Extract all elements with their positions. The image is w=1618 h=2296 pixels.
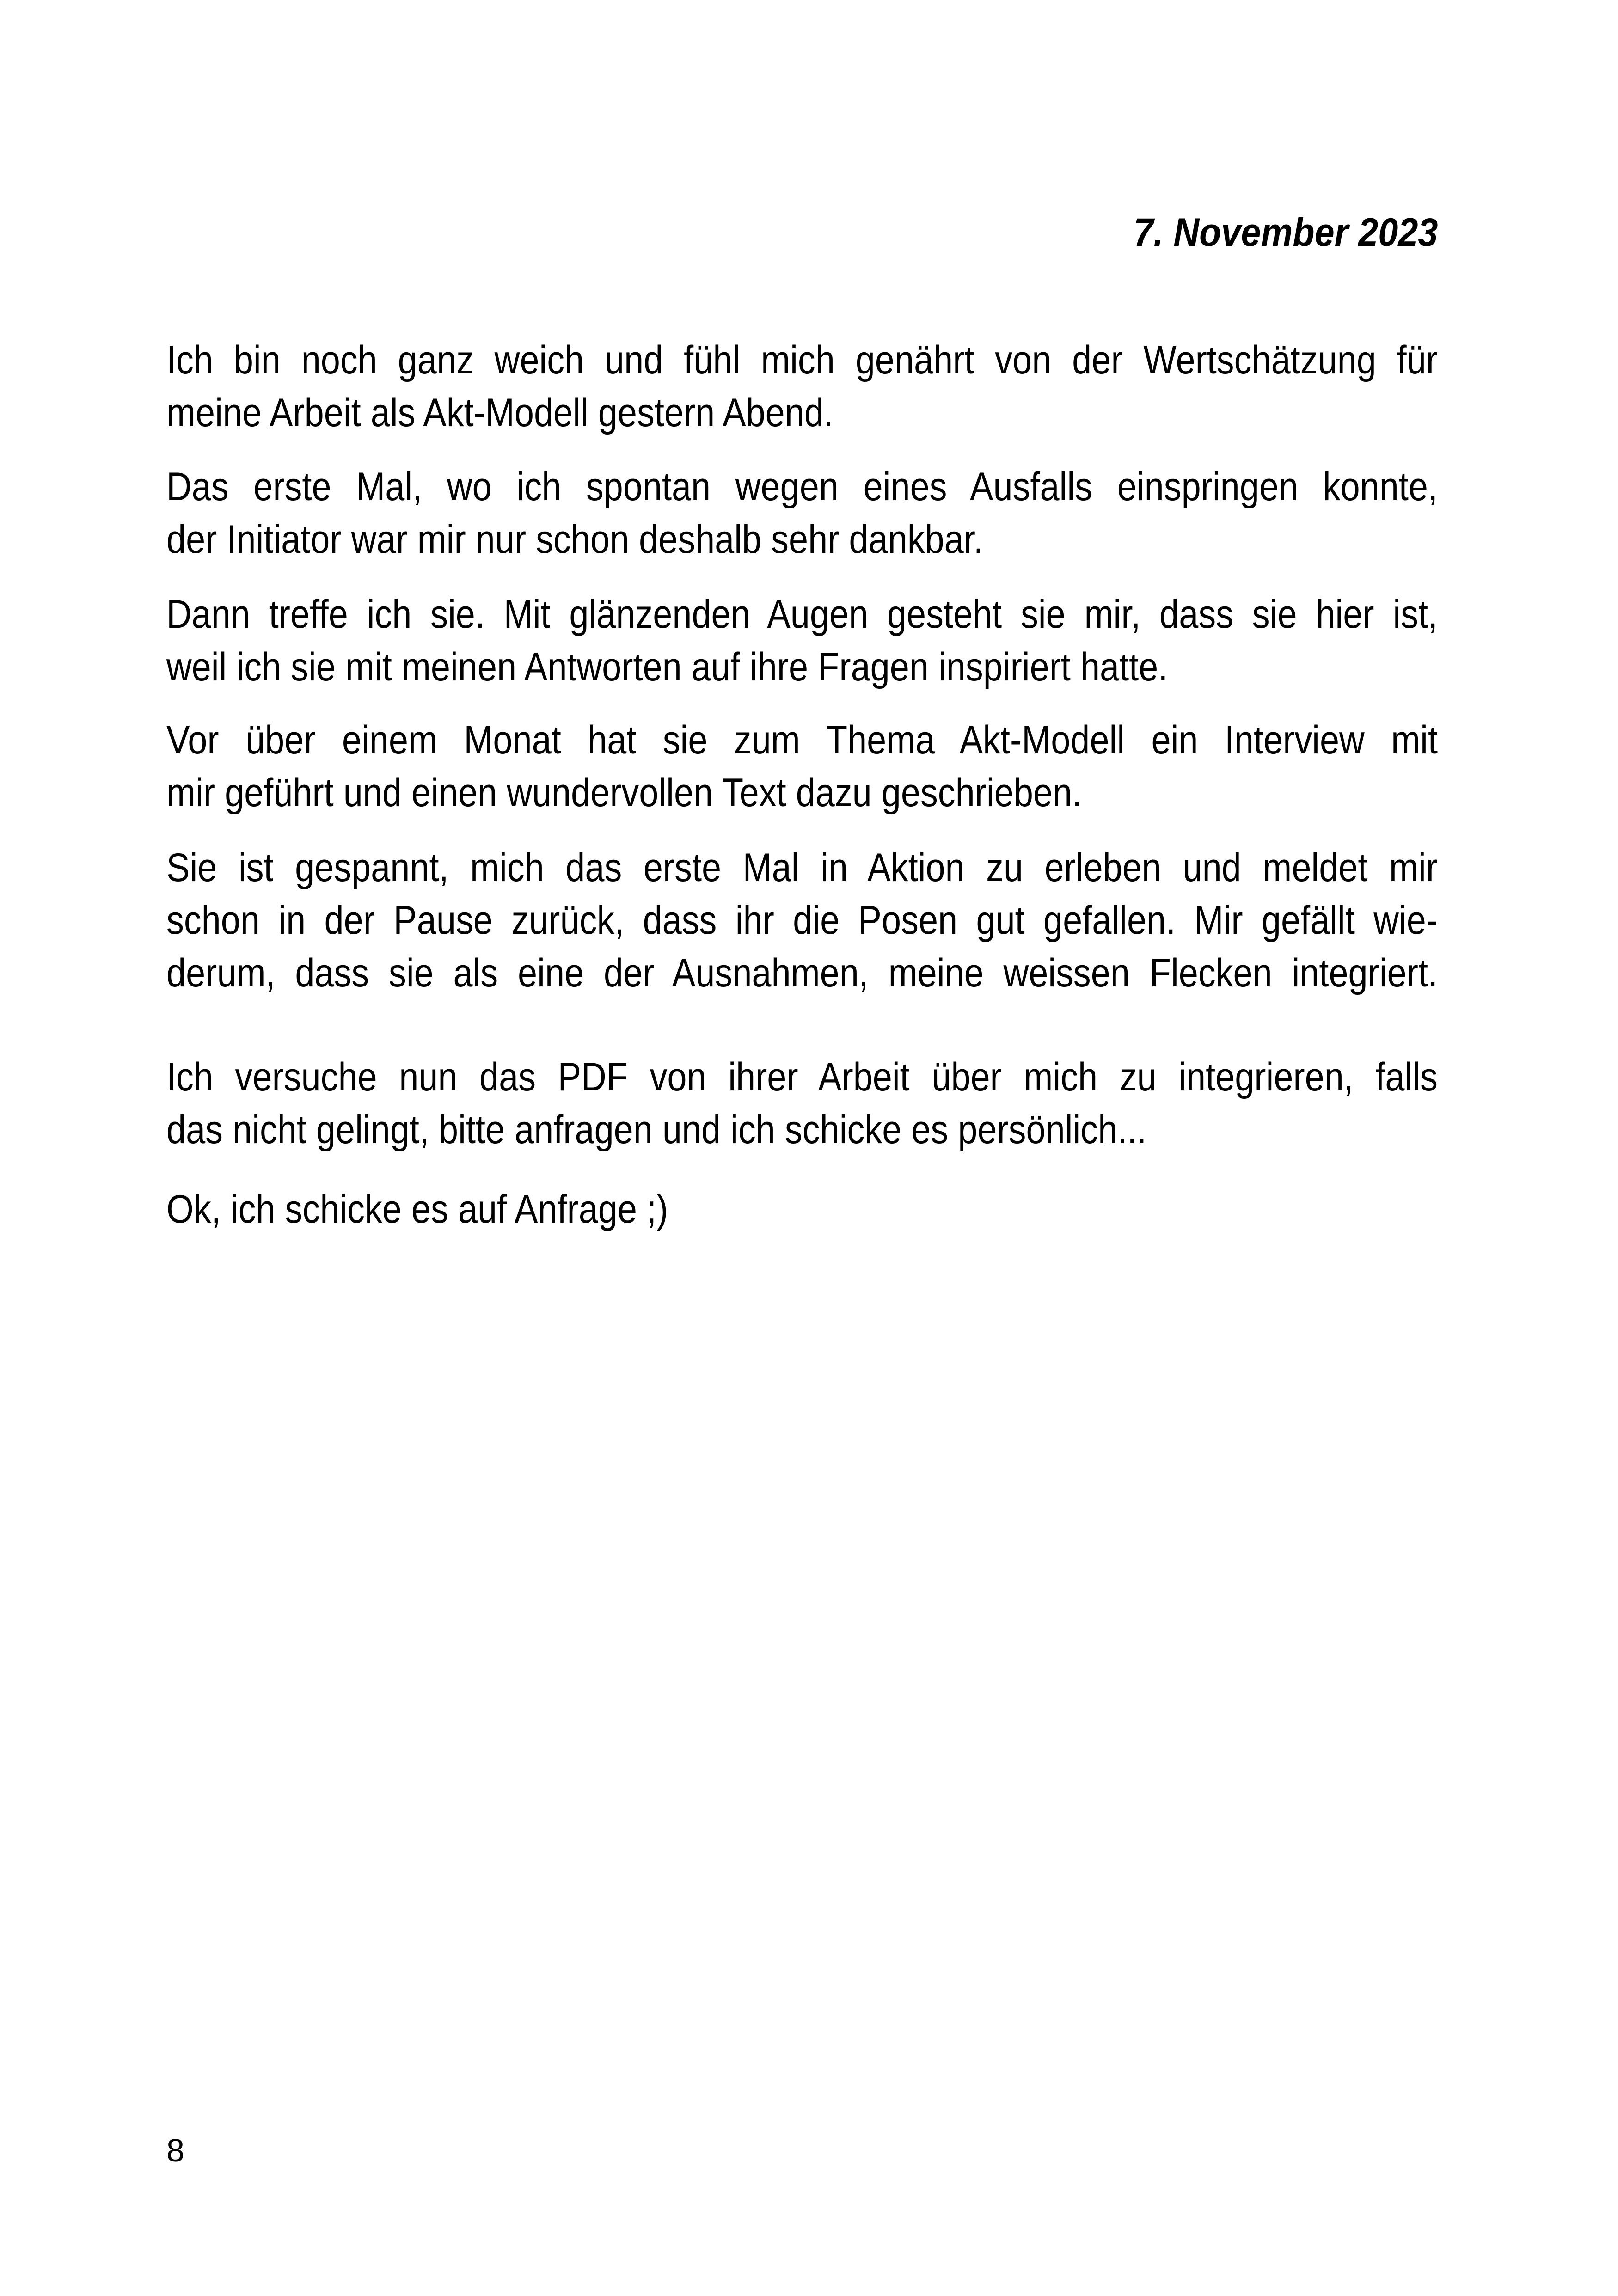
text-line: derum, dass sie als eine der Ausnahmen, meine weissen Flecken integriert. (166, 951, 1438, 995)
text-line: mir geführt und einen wundervollen Text dazu geschrieben. (166, 771, 1082, 815)
paragraph-1 (166, 334, 1438, 439)
text-line: der Initiator war mir nur schon deshalb sehr dankbar. (166, 517, 983, 562)
paragraph-3 (166, 588, 1438, 693)
paragraph-4 (166, 714, 1438, 819)
text-line: schon in der Pause zurück, dass ihr die Posen gut gefallen. Mir gefällt wie- (166, 898, 1438, 943)
text-line: meine Arbeit als Akt-Modell gestern Abend. (166, 391, 834, 435)
text-line: das nicht gelingt, bitte anfragen und ich schicke es persönlich... (166, 1108, 1147, 1152)
paragraph-7 (166, 1183, 1438, 1236)
paragraph-6 (166, 1051, 1438, 1156)
paragraph-2 (166, 460, 1438, 566)
page-number: 8 (166, 2132, 184, 2168)
text-line: Dann treffe ich sie. Mit glänzenden Augen gesteht sie mir, dass sie hier ist, (166, 592, 1438, 637)
paragraph-5 (166, 841, 1438, 999)
text-line: Ich versuche nun das PDF von ihrer Arbeit über mich zu integrieren, falls (166, 1055, 1438, 1099)
text-line: Sie ist gespannt, mich das erste Mal in Aktion zu erleben und meldet mir (166, 845, 1438, 890)
entry-date: 7. November 2023 (1133, 210, 1438, 255)
text-line: Ok, ich schicke es auf Anfrage ;) (166, 1187, 668, 1231)
text-line: Ich bin noch ganz weich und fühl mich genährt von der Wertschätzung für (166, 338, 1438, 382)
text-line: Das erste Mal, wo ich spontan wegen eines Ausfalls einspringen konnte, (166, 465, 1438, 509)
text-line: weil ich sie mit meinen Antworten auf ihre Fragen inspiriert hatte. (166, 645, 1168, 689)
text-line: Vor über einem Monat hat sie zum Thema Akt-Modell ein Interview mit (166, 718, 1438, 762)
